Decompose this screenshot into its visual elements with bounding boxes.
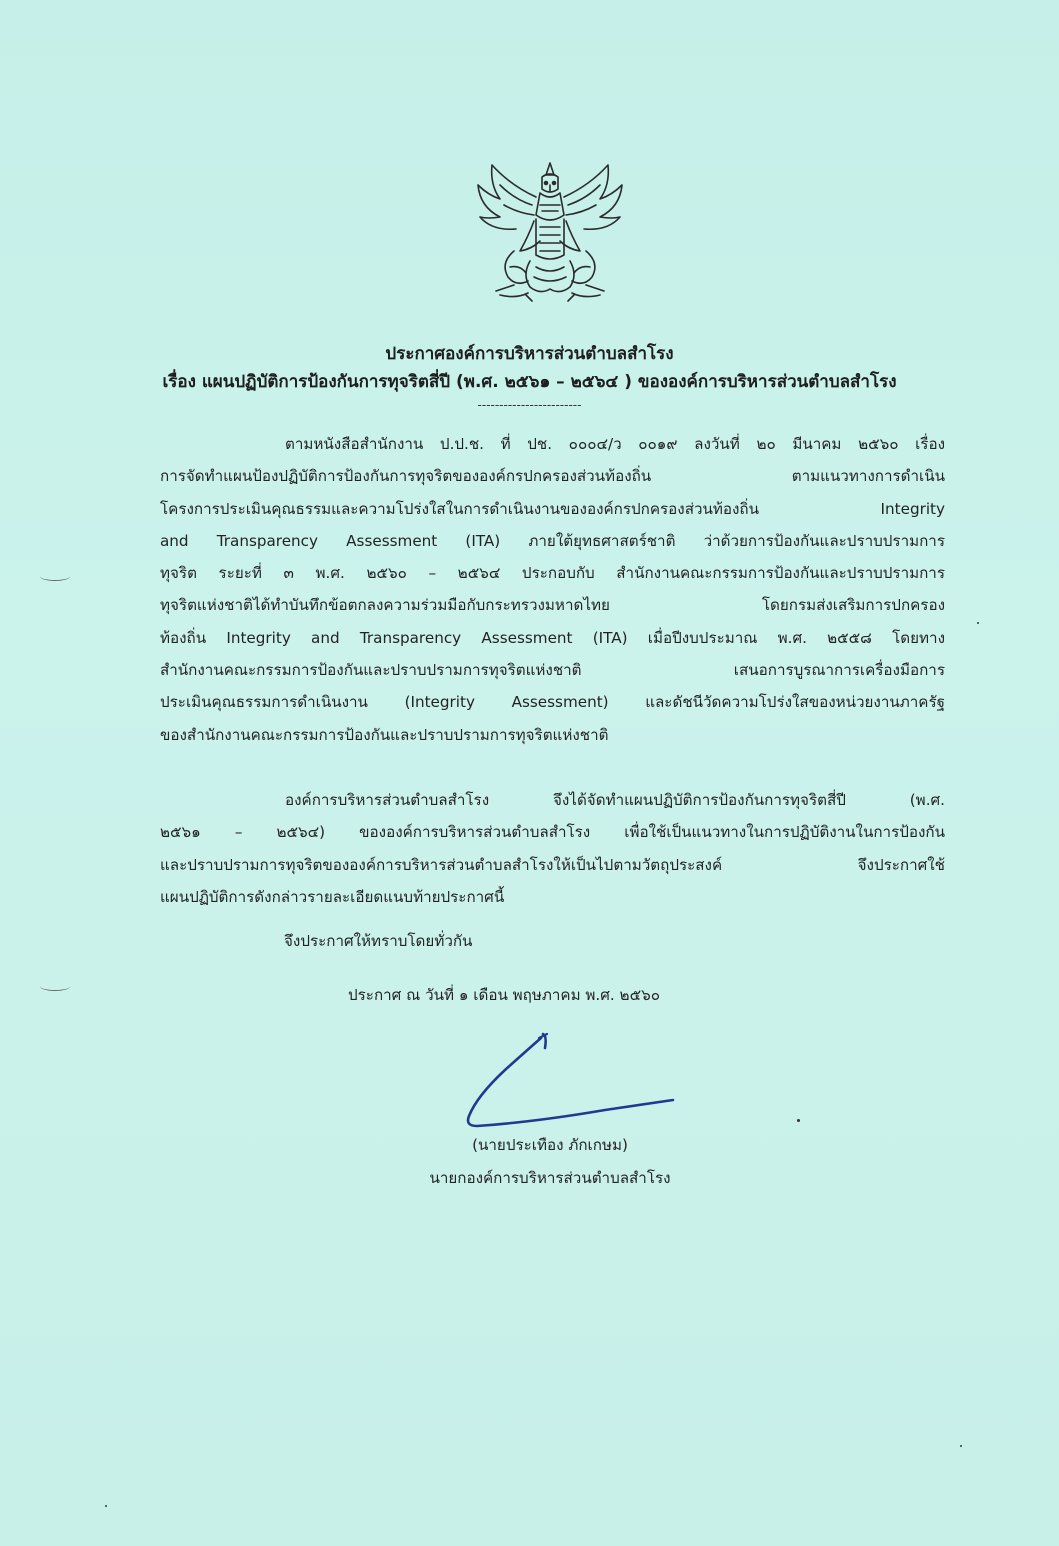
- signatory-name: (นายประเทือง ภักเกษม): [472, 1136, 628, 1154]
- paragraph-line: ๒๕๖๑ – ๒๕๖๔) ขององค์การบริหารส่วนตำบลสำโรง เพื่อใช้เป็นแนวทางในการปฏิบัติงานในการป้องกัน: [160, 823, 945, 842]
- paragraph-line: แผนปฏิบัติการดังกล่าวรายละเอียดแนบท้ายประกาศนี้: [160, 887, 505, 906]
- paragraph-line: องค์การบริหารส่วนตำบลสำโรง จึงได้จัดทำแผนปฏิบัติการป้องกันการทุจริตสี่ปี (พ.ศ.: [285, 791, 945, 809]
- announcement-subject: เรื่อง แผนปฏิบัติการป้องกันการทุจริตสี่ปี (พ.ศ. ๒๕๖๑ – ๒๕๖๔ ) ขององค์การบริหารส่วนตำบลสำโรง: [162, 372, 897, 392]
- garuda-emblem-icon: [470, 155, 630, 305]
- paragraph-line: สำนักงานคณะกรรมการป้องกันและปราบปรามการทุจริตแห่งชาติ เสนอการบูรณาการเครื่องมือการ: [160, 661, 945, 680]
- signatory-position: นายกองค์การบริหารส่วนตำบลสำโรง: [429, 1169, 671, 1187]
- paragraph-line: ท้องถิ่น Integrity and Transparency Assessment (ITA) เมื่อปีงบประมาณ พ.ศ. ๒๕๕๘ โดยทาง: [160, 628, 945, 647]
- paragraph-2: [160, 784, 945, 913]
- paragraph-1: [160, 428, 945, 751]
- paper-speck: [960, 1445, 962, 1447]
- margin-mark: [40, 982, 70, 991]
- paragraph-line: ของสำนักงานคณะกรรมการป้องกันและปราบปรามการทุจริตแห่งชาติ: [160, 725, 609, 744]
- title-separator: ------------------------: [477, 398, 582, 412]
- paper-speck: [797, 1119, 800, 1122]
- announcement-title: ประกาศองค์การบริหารส่วนตำบลสำโรง: [385, 344, 674, 364]
- paragraph-line: ประเมินคุณธรรมการดำเนินงาน (Integrity Assessment) และดัชนีวัดความโปร่งใสของหน่วยงานภาครัฐ: [160, 693, 945, 712]
- margin-mark: [40, 572, 70, 581]
- closing-statement: จึงประกาศให้ทราบโดยทั่วกัน: [284, 932, 473, 950]
- paragraph-line: การจัดทำแผนป้องปฏิบัติการป้องกันการทุจริตขององค์กรปกครองส่วนท้องถิ่น ตามแนวทางการดำเนิน: [160, 467, 945, 486]
- paper-speck: [105, 1505, 107, 1507]
- paragraph-line: ทุจริตแห่งชาติได้ทำบันทึกข้อตกลงความร่วมมือกับกระทรวงมหาดไทย โดยกรมส่งเสริมการปกครอง: [160, 596, 945, 615]
- handwritten-signature: [455, 1030, 685, 1135]
- paragraph-line: ตามหนังสือสำนักงาน ป.ป.ช. ที่ ปช. ๐๐๐๔/ว ๐๐๑๙ ลงวันที่ ๒๐ มีนาคม ๒๕๖๐ เรื่อง: [285, 435, 945, 453]
- paragraph-line: and Transparency Assessment (ITA) ภายใต้ยุทธศาสตร์ชาติ ว่าด้วยการป้องกันและปราบปรามการ: [160, 531, 945, 550]
- paragraph-line: โครงการประเมินคุณธรรมและความโปร่งใสในการดำเนินงานขององค์กรปกครองส่วนท้องถิ่น Integrity: [160, 499, 945, 518]
- paragraph-line: และปราบปรามการทุจริตขององค์การบริหารส่วนตำบลสำโรงให้เป็นไปตามวัตถุประสงค์ จึงประกาศใช้: [160, 855, 945, 874]
- announcement-date: ประกาศ ณ วันที่ ๑ เดือน พฤษภาคม พ.ศ. ๒๕๖๐: [348, 986, 660, 1004]
- paper-speck: [977, 622, 979, 624]
- paragraph-line: ทุจริต ระยะที่ ๓ พ.ศ. ๒๕๖๐ – ๒๕๖๔ ประกอบกับ สำนักงานคณะกรรมการป้องกันและปราบปรามการ: [160, 564, 945, 583]
